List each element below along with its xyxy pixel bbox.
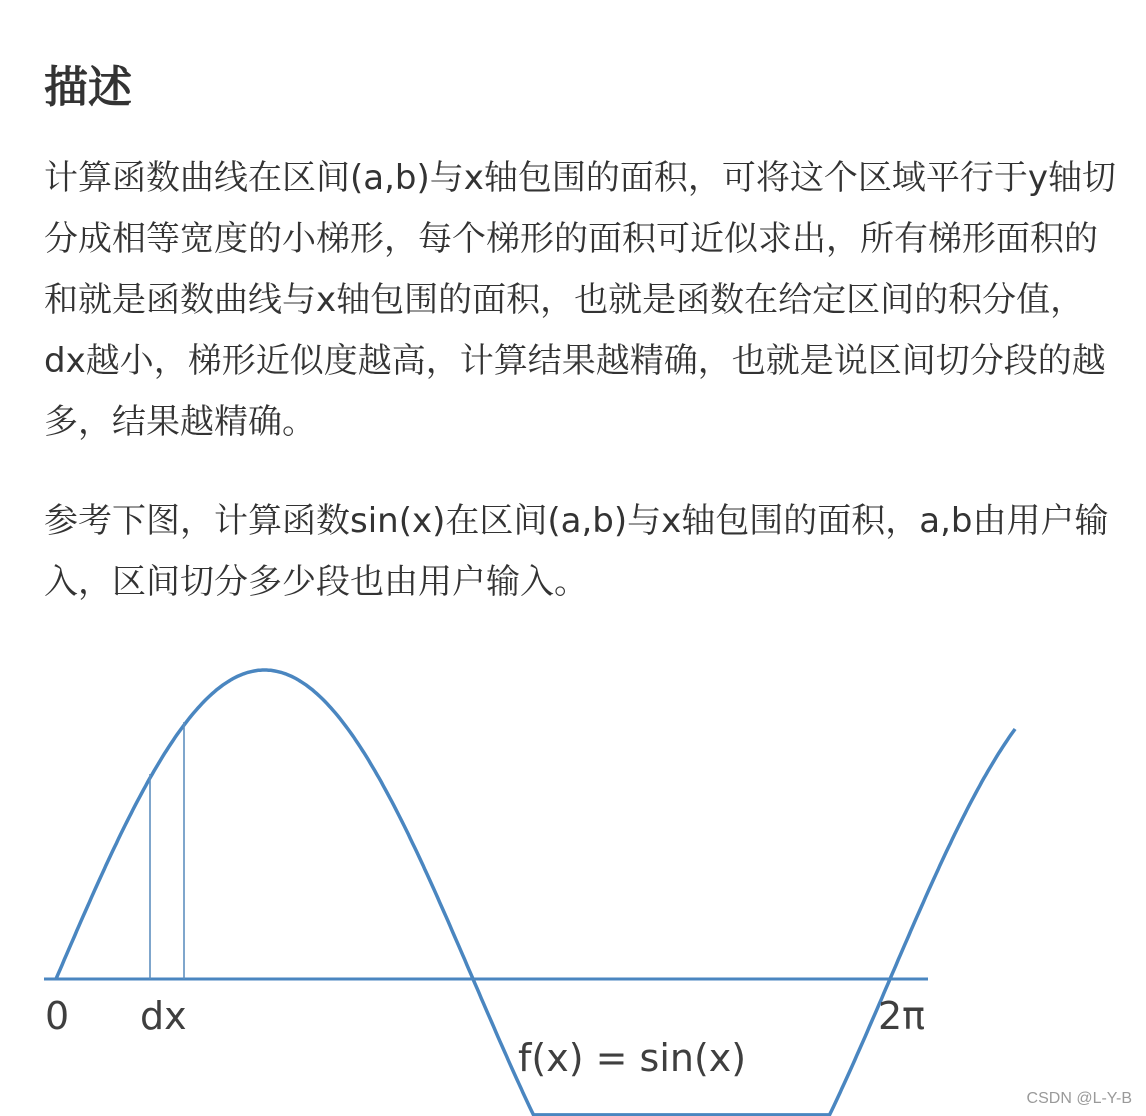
sine-integral-figure <box>0 640 1146 1116</box>
origin-label: 0 <box>45 994 70 1038</box>
instruction-paragraph: 参考下图，计算函数sin(x)在区间(a,b)与x轴包围的面积，a,b由用户输入，区间切分多少段也由用户输入。 <box>44 501 1109 602</box>
function-label: f(x) = sin(x) <box>518 1036 747 1080</box>
dx-label: dx <box>140 994 187 1038</box>
section-heading: 描述 <box>44 62 132 113</box>
two-pi-label: 2π <box>878 994 926 1038</box>
watermark: CSDN @L-Y-B <box>1026 1090 1132 1107</box>
description-paragraph: 计算函数曲线在区间(a,b)与x轴包围的面积，可将这个区域平行于y轴切分成相等宽度的小梯形，每个梯形的面积可近似求出，所有梯形面积的和就是函数曲线与x轴包围的面积，也就是函数在给定区间的积分值，dx越小，梯形近似度越高，计算结果越精确，也就是说区间切分段的越多，结果越精确。 <box>44 158 1116 442</box>
